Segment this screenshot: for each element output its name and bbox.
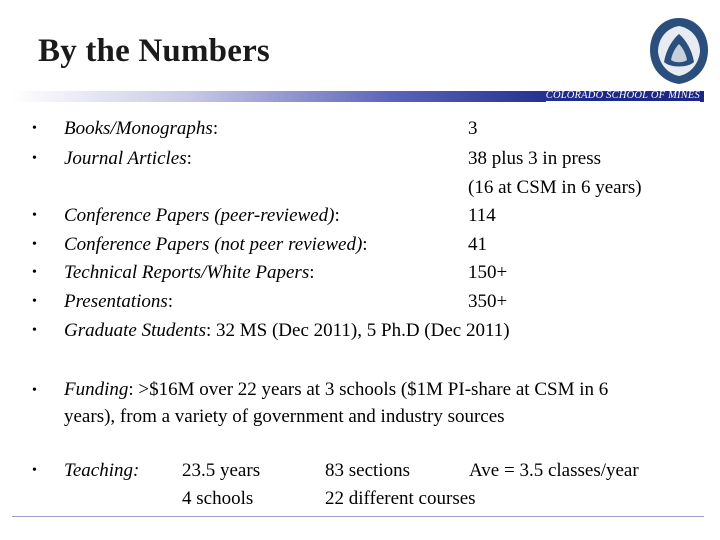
item-value-line2: (16 at CSM in 6 years) [468, 177, 642, 198]
item-value: 41 [468, 234, 487, 255]
teaching-years: 23.5 years [182, 460, 261, 481]
footer-divider [12, 516, 704, 517]
bullet: • [32, 121, 37, 136]
mines-logo-icon [644, 14, 714, 88]
bullet: • [32, 294, 37, 309]
teaching-label: Teaching: [64, 460, 140, 481]
bullet: • [32, 265, 37, 280]
slide-title: By the Numbers [38, 33, 270, 69]
item-label: Technical Reports/White Papers: [64, 262, 315, 283]
teaching-schools: 4 schools [182, 488, 254, 509]
item-label: Conference Papers (not peer reviewed): [64, 234, 368, 255]
item-label: Books/Monographs: [64, 118, 219, 139]
bullet: • [32, 208, 37, 223]
bullet: • [32, 323, 37, 338]
funding-text: Funding: >$16M over 22 years at 3 schools ($1M PI-share at CSM in 6 years), from a variety of government and industry sources [64, 379, 609, 427]
item-value: 350+ [468, 291, 508, 312]
bullet: • [32, 383, 37, 398]
item-value: 38 plus 3 in press [468, 148, 601, 169]
item-label: Presentations: [64, 291, 174, 312]
bullet: • [32, 151, 37, 166]
item-value: 114 [468, 205, 496, 226]
bullet: • [32, 463, 37, 478]
item-value: 150+ [468, 262, 508, 283]
bullet: • [32, 237, 37, 252]
item-label: Journal Articles: [64, 148, 192, 169]
header-banner [12, 91, 704, 102]
item-label: Graduate Students: 32 MS (Dec 2011), 5 Ph.D (Dec 2011) [64, 320, 510, 341]
institution-banner-text: COLORADO SCHOOL OF MINES [545, 90, 700, 101]
item-value: 3 [468, 118, 478, 139]
teaching-sections: 83 sections [325, 460, 410, 481]
teaching-average: Ave = 3.5 classes/year [469, 460, 639, 481]
item-label: Conference Papers (peer-reviewed): [64, 205, 340, 226]
teaching-courses: 22 different courses [325, 488, 476, 509]
